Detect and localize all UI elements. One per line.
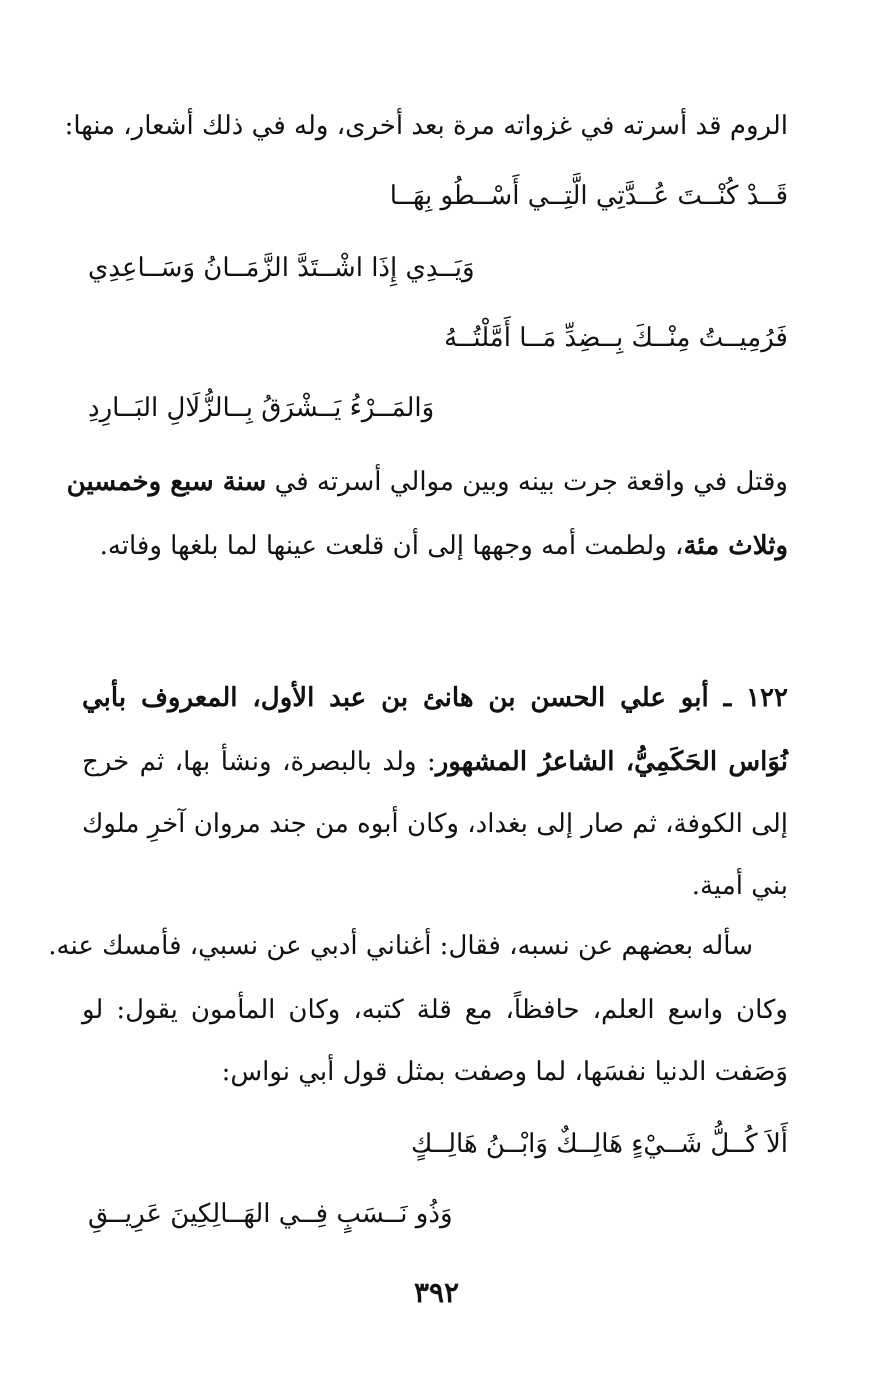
paragraph-line: الروم قد أسرته في غزواته مرة بعد أخرى، وله في ذلك أشعار، منها: xyxy=(64,111,788,141)
entry-line xyxy=(82,742,788,782)
entry-heading-name: نُوَاس الحَكَمِيُّ، الشاعرُ المشهور xyxy=(435,747,788,777)
verse-line: أَلاَ كُــلُّ شَــيْءٍ هَالِــكٌ وَابْــنُ هَالِــكٍ xyxy=(410,1129,788,1159)
paragraph-text: ، ولطمت أمه وجهها إلى أن قلعت عينها لما بلغها وفاته. xyxy=(99,531,684,561)
verse-line: قَــدْ كُنْــتَ عُــدَّتِي الَّتِــي أَسْــطُو بِهَــا xyxy=(389,181,788,211)
paragraph-line: وكان واسع العلم، حافظاً، مع قلة كتبه، وكان المأمون يقول: لو xyxy=(82,995,788,1025)
bold-date: وثلاث مئة xyxy=(683,531,788,561)
verse-line: وَالمَــرْءُ يَــشْرَقُ بِــالزُّلَالِ البَــارِدِ xyxy=(88,393,435,423)
verse-line: فَرُمِيــتُ مِنْــكَ بِــضِدِّ مَــا أَمَّلْتُــهُ xyxy=(444,323,788,353)
entry-heading: ١٢٢ ـ أبو علي الحسن بن هانئ بن عبد الأول، المعروف بأبي xyxy=(82,683,788,713)
paragraph-line: سأله بعضهم عن نسبه، فقال: أغناني أدبي عن نسبي، فأمسك عنه. xyxy=(48,931,753,961)
verse-line: وَذُو نَــسَبٍ فِــي الهَــالِكِينَ عَرِيــقِ xyxy=(88,1199,453,1229)
paragraph-line xyxy=(66,462,788,502)
entry-line: بني أمية. xyxy=(691,871,788,901)
page-number: ٣٩٢ xyxy=(413,1276,460,1309)
entry-line: إلى الكوفة، ثم صار إلى بغداد، وكان أبوه من جند مروان آخرِ ملوك xyxy=(82,809,788,839)
bold-date: سنة سبع وخمسين xyxy=(66,467,267,497)
verse-line: وَيَــدِي إِذَا اشْــتَدَّ الزَّمَــانُ وَسَــاعِدِي xyxy=(88,253,475,283)
paragraph-line xyxy=(100,526,788,566)
paragraph-text: وقتل في واقعة جرت بينه وبين موالي أسرته في xyxy=(274,467,788,497)
entry-text: : ولد بالبصرة، ونشأ بها، ثم خرج xyxy=(82,747,436,777)
paragraph-line: وَصَفت الدنيا نفسَها، لما وصفت بمثل قول أبي نواس: xyxy=(221,1057,788,1087)
